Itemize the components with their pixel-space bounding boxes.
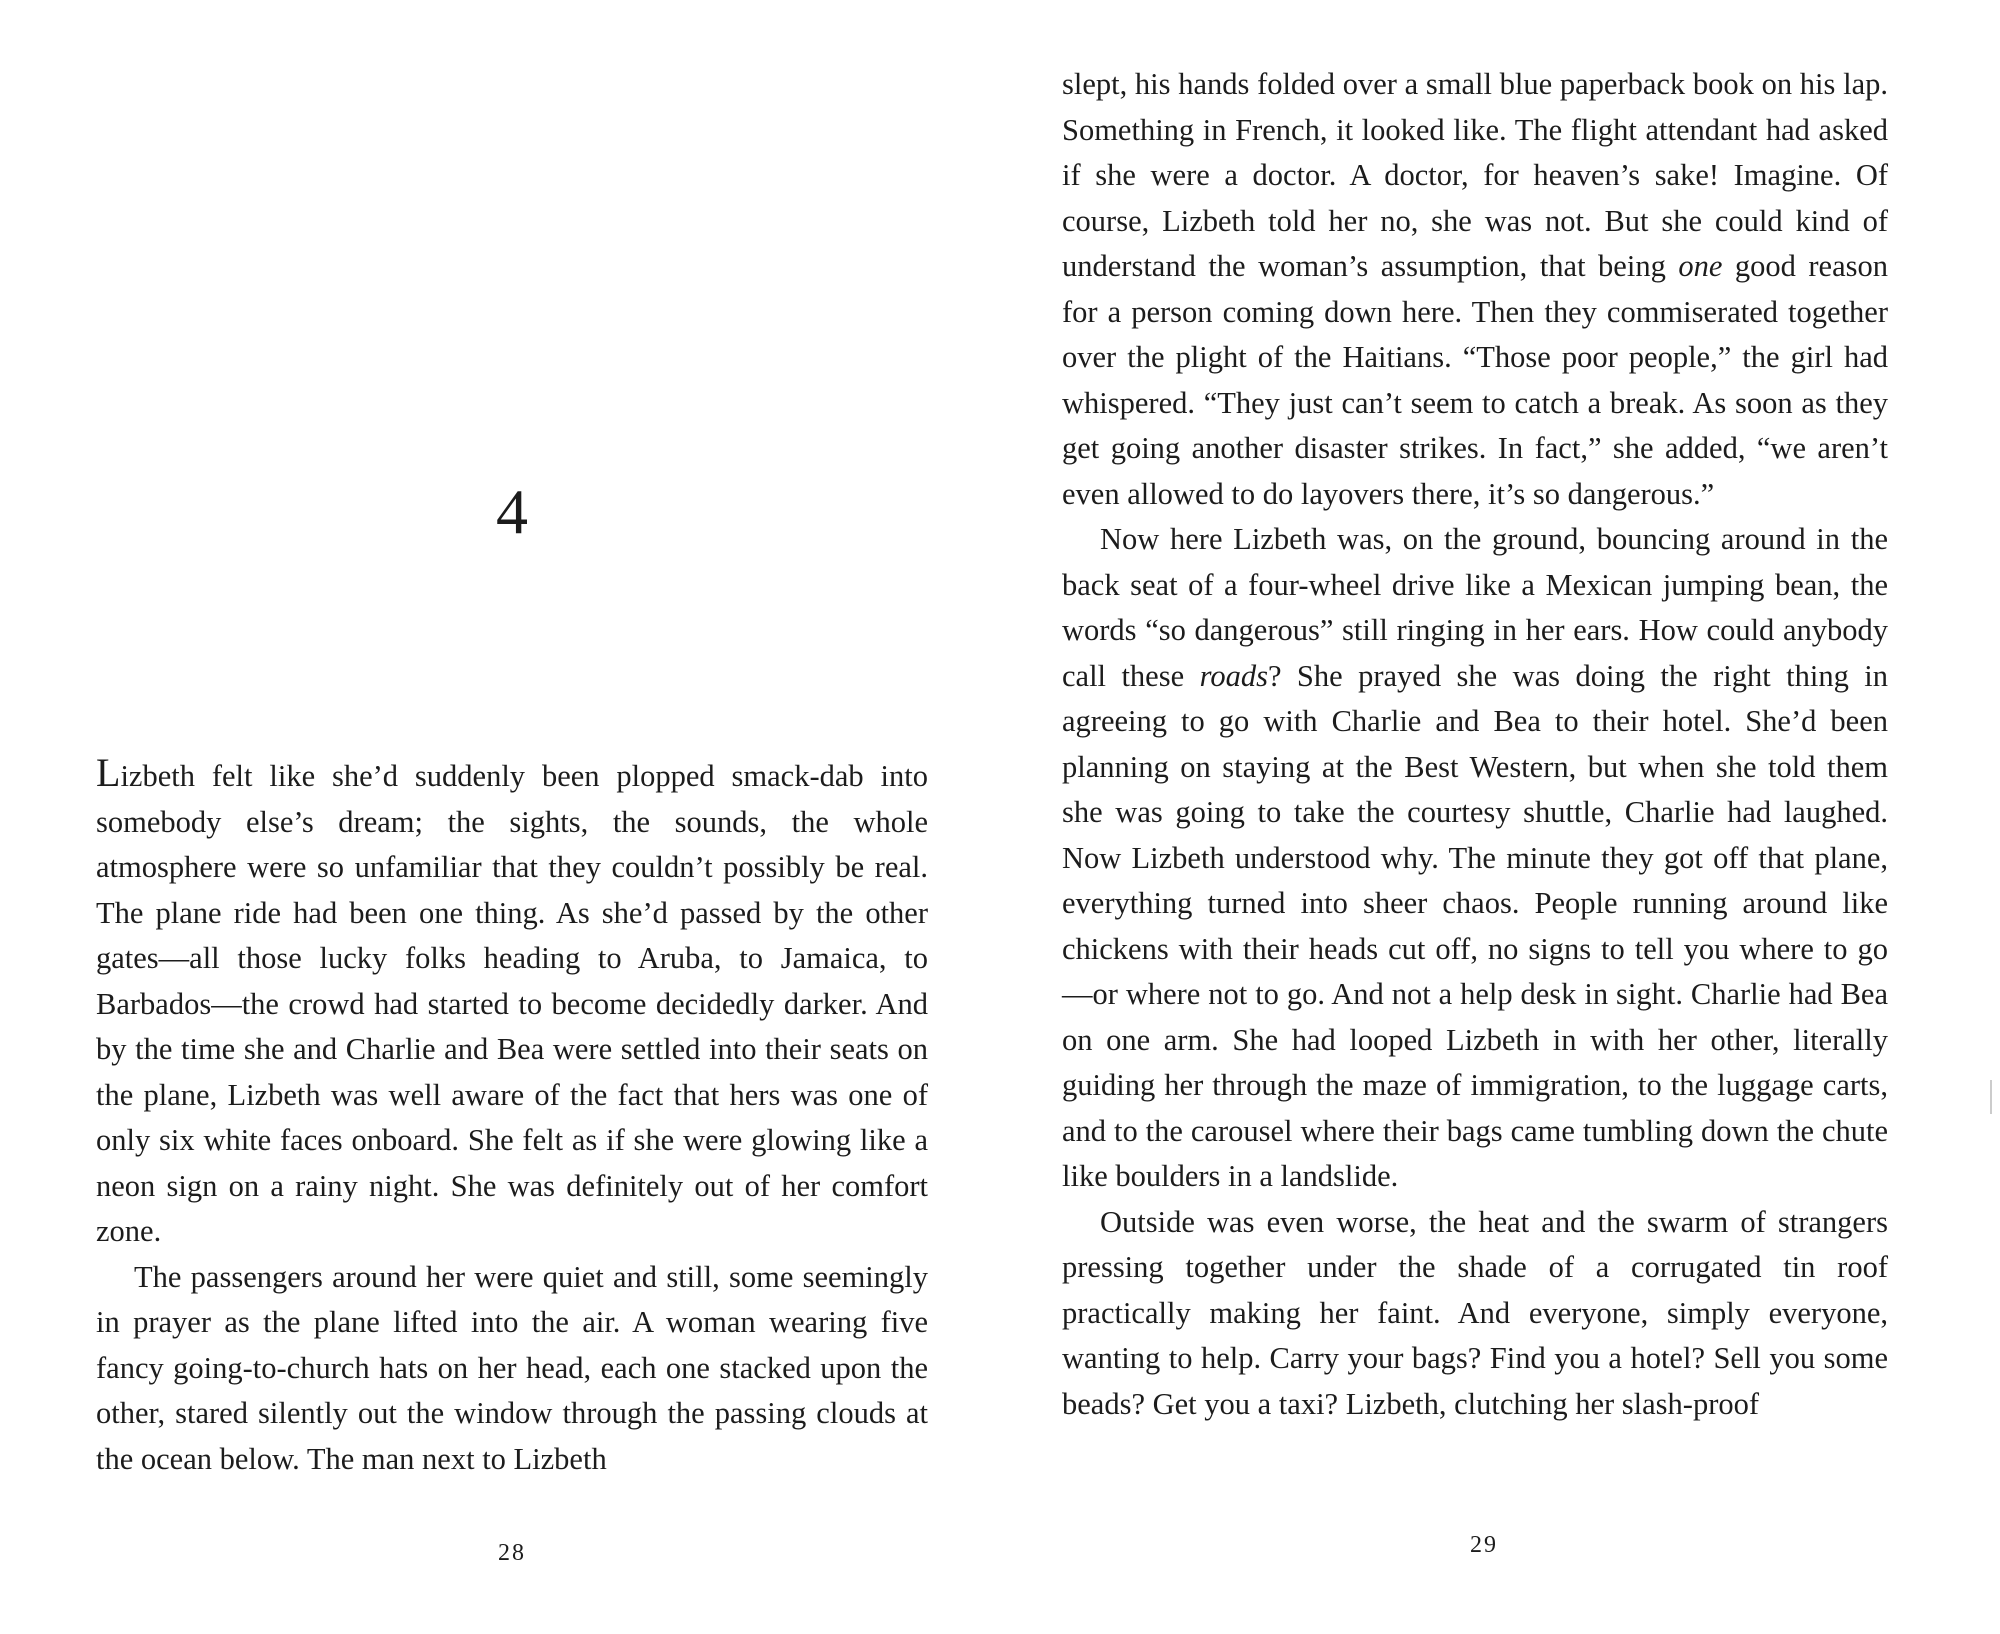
drop-cap: L bbox=[96, 750, 121, 795]
paragraph-text: ? She prayed she was doing the right thing in agreeing to go with Charlie and Bea to their hotel. She’d been planning on staying at the Best Western, but when she told them she was going to take the courtesy shuttle, Charlie had laughed. Now Lizbeth understood why. The minute they got off that plane, everything turned into sheer chaos. People running around like chickens with their heads cut off, no signs to tell you where to go—or where not to go. And not a help desk in sight. Charlie had Bea on one arm. She had looped Lizbeth in with her other, literally guiding her through the maze of immigration, to the luggage carts, and to the carousel where their bags came tumbling down the chute like boulders in a landslide. bbox=[1062, 658, 1888, 1193]
right-page bbox=[1000, 0, 2000, 1634]
emphasis: roads bbox=[1199, 658, 1268, 693]
paragraph-text: good reason for a person coming down here. Then they commiserated together over the plight of the Haitians. “Those poor people,” the girl had whispered. “They just can’t seem to catch a break. As soon as they get going another disaster strikes. In fact,” she added, “we aren’t even allowed to do layovers there, it’s so dangerous.” bbox=[1062, 249, 1888, 511]
page-number: 28 bbox=[498, 1540, 526, 1566]
paragraph bbox=[96, 750, 928, 1255]
paragraph: The passengers around her were quiet and still, some seemingly in prayer as the plane lifted into the air. A woman wearing five fancy going-to-church hats on her head, each one stacked upon the other, stared silently out the window through the passing clouds at the ocean below. The man next to Lizbeth bbox=[96, 1259, 928, 1476]
paragraph bbox=[1062, 517, 1888, 1200]
left-body-text bbox=[96, 750, 928, 1482]
emphasis: one bbox=[1678, 249, 1723, 283]
paragraph-text: slept, his hands folded over a small blue paperback book on his lap. Something in French, it looked like. The flight attendant had asked if she were a doctor. A doctor, for heaven’s sake! Imagine. Of course, Lizbeth told her no, she was not. But she could kind of understand the woman’s assumption, that being bbox=[1062, 67, 1888, 283]
page-number: 29 bbox=[1470, 1532, 1498, 1558]
chapter-number: 4 bbox=[496, 476, 528, 547]
paragraph bbox=[1062, 62, 1888, 517]
paragraph-text: Now here Lizbeth was, on the ground, bouncing around in the back seat of a four-wheel drive like a Mexican jumping bean, the words “so dangerous” still ringing in her ears. How could anybody call these bbox=[1062, 522, 1888, 693]
paragraph: Outside was even worse, the heat and the swarm of strangers pressing together under the shade of a corrugated tin roof practically making her faint. And everyone, simply everyone, wanting to help. Carry your bags? Find you a hotel? Sell you some beads? Get you a taxi? Lizbeth, clutching her slash-proof bbox=[1062, 1204, 1888, 1421]
edge-mark bbox=[1990, 1080, 1992, 1114]
right-body-text bbox=[1062, 62, 1888, 1427]
paragraph-text: izbeth felt like she’d suddenly been plopped smack-dab into somebody else’s dream; the sights, the sounds, the whole atmosphere were so unfamiliar that they couldn’t possibly be real. The plane ride had been one thing. As she’d passed by the other gates—all those lucky folks heading to Aruba, to Jamaica, to Barbados—the crowd had started to become decidedly darker. And by the time she and Charlie and Bea were settled into their seats on the plane, Lizbeth was well aware of the fact that hers was one of only six white faces onboard. She felt as if she were glowing like a neon sign on a rainy night. She was definitely out of her comfort zone. bbox=[96, 759, 928, 1248]
